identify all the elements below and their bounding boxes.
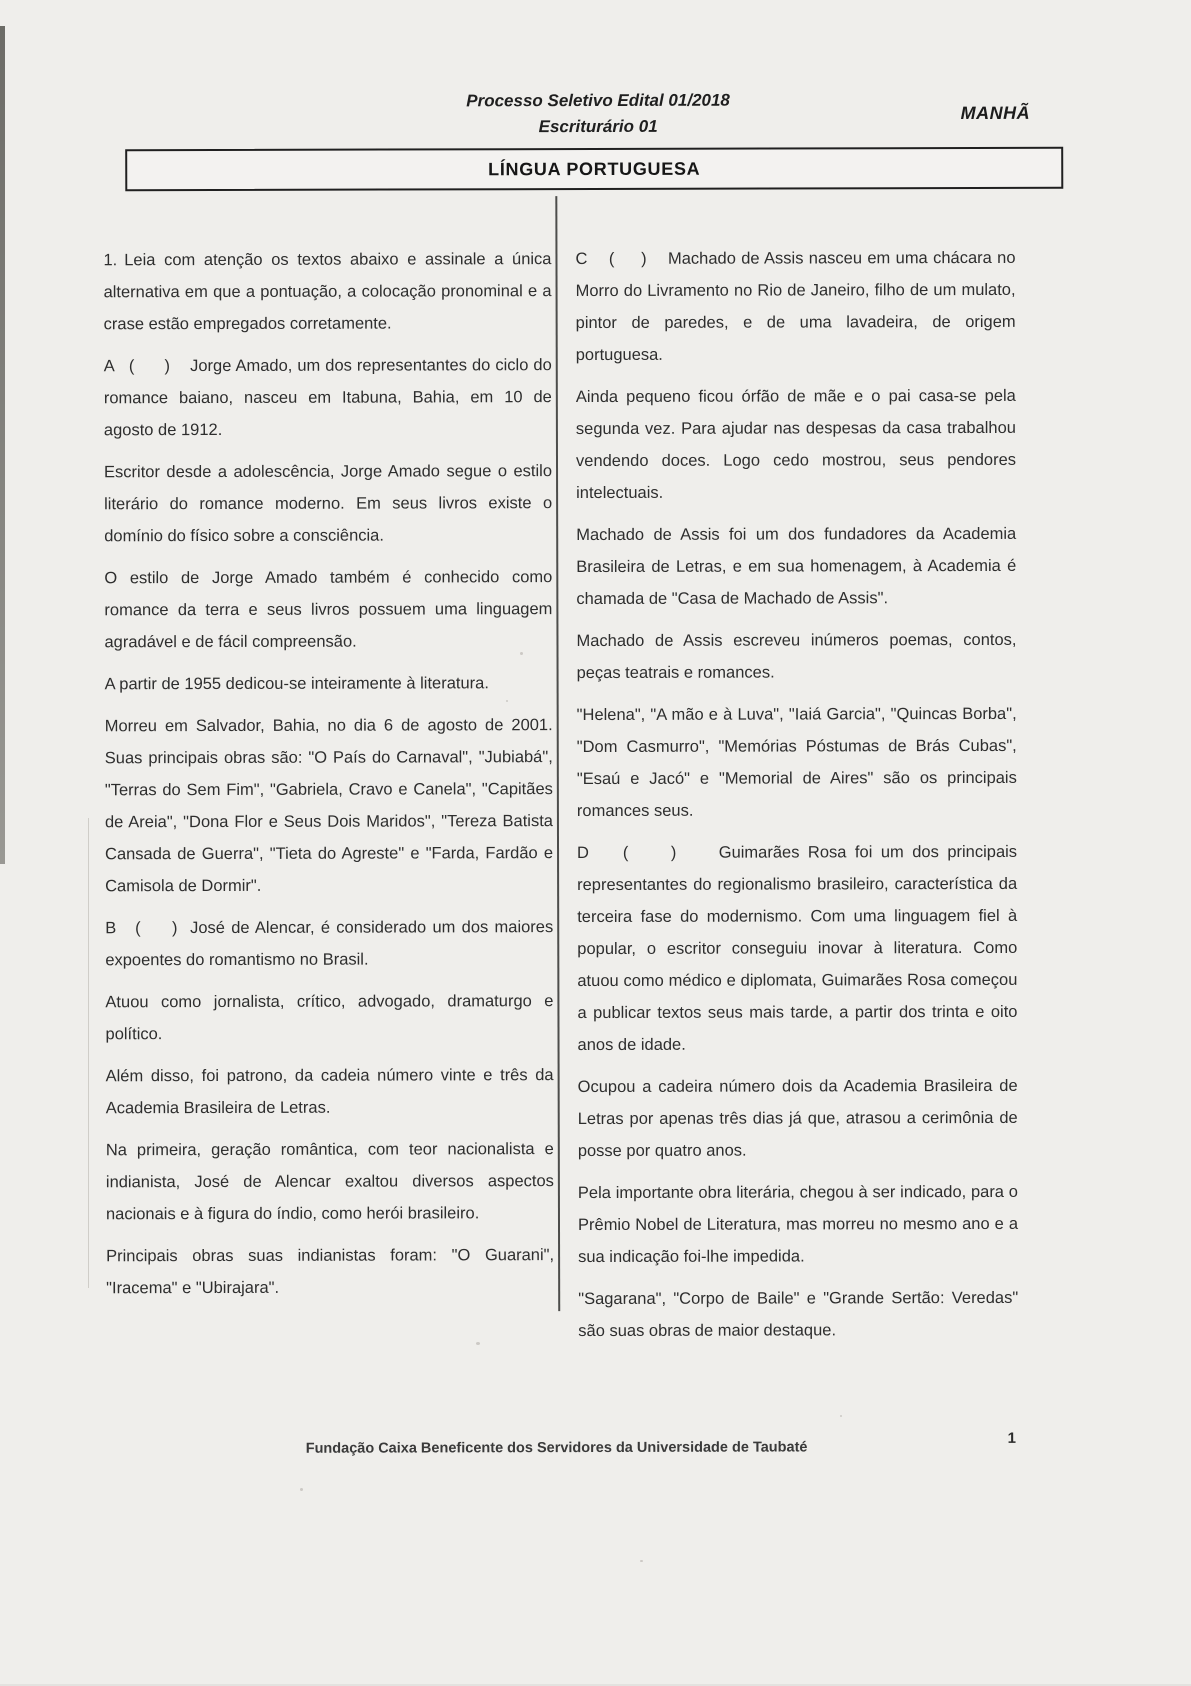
option-a: [104, 349, 552, 446]
option-a-marker: A ( ): [103, 357, 191, 376]
option-a-paragraph: Escritor desde a adolescência, Jorge Amado segue o estilo literário do romance moderno. Em seus livros existe o domínio do físico sobre a consciência.: [104, 462, 553, 546]
option-c-paragraph: Machado de Assis foi um dos fundadores da Academia Brasileira de Letras, e em sua homenagem, à Academia é chamada de "Casa de Machado de Assis".: [576, 524, 1017, 609]
option-c-paragraph: "Helena", "A mão e à Luva", "Iaiá Garcia", "Quincas Borba", "Dom Casmurro", "Memórias Póstumas de Brás Cubas", "Esaú e Jacó" e "Memorial de Aires" são os principais romances seus.: [576, 704, 1017, 821]
exam-shift-label: MANHÃ: [960, 102, 1031, 124]
option-b-marker: B ( ): [105, 919, 191, 938]
exam-title-line1: Processo Seletivo Edital 01/2018: [466, 90, 730, 111]
option-c: [575, 242, 1015, 371]
section-title-box: [125, 147, 1063, 191]
question-text: Leia com atenção os textos abaixo e assinale a única alternativa em que a pontuação, a colocação pronominal e a crase estão empregados corretamente.: [103, 250, 552, 334]
option-b-paragraph: Na primeira, geração romântica, com teor nacionalista e indianista, José de Alencar exaltou diversos aspectos nacionais e à figura do índio, como herói brasileiro.: [105, 1140, 554, 1224]
right-column: [575, 242, 1018, 1357]
two-column-body: [103, 242, 1018, 1358]
question-1-intro: [103, 243, 551, 340]
option-c-paragraph: Ainda pequeno ficou órfão de mãe e o pai casa-se pela segunda vez. Para ajudar nas despesas da casa trabalhou vendendo doces. Logo cedo mostrou, seus pendores intelectuais.: [575, 386, 1017, 503]
option-c-text: Machado de Assis nasceu em uma chácara no Morro do Livramento no Rio de Janeiro, filho de um mulato, pintor de paredes, e de uma lavadeira, de origem portuguesa.: [575, 248, 1016, 365]
option-d-paragraph: Ocupou a cadeira número dois da Academia Brasileira de Letras por apenas três dias já que, atrasou a cerimônia de posse por quatro anos.: [577, 1076, 1018, 1161]
column-gap: [551, 243, 578, 1357]
option-c-marker: C ( ): [575, 249, 669, 269]
page-footer: Fundação Caixa Beneficente dos Servidores da Universidade de Taubaté: [305, 1439, 808, 1457]
option-a-paragraph: A partir de 1955 dedicou-se inteiramente à literatura.: [104, 674, 489, 694]
option-a-paragraph: O estilo de Jorge Amado também é conhecido como romance da terra e seus livros possuem uma linguagem agradável e de fácil compreensão.: [104, 568, 553, 652]
option-b-paragraph: Atuou como jornalista, crítico, advogado, dramaturgo e político.: [105, 992, 554, 1044]
option-b: [105, 911, 553, 976]
option-b-paragraph: Além disso, foi patrono, da cadeia número vinte e três da Academia Brasileira de Letras.: [105, 1066, 554, 1118]
option-b-text: José de Alencar, é considerado um dos maiores expoentes do romantismo no Brasil.: [105, 918, 554, 970]
question-number: 1.: [103, 251, 118, 270]
option-d-marker: D ( ): [577, 843, 719, 863]
option-d: [577, 836, 1018, 1061]
option-d-paragraph: "Sagarana", "Corpo de Baile" e "Grande Sertão: Veredas" são suas obras de maior destaque.: [578, 1288, 1019, 1341]
page-number: 1: [1007, 1429, 1016, 1447]
left-column: [103, 243, 554, 1358]
option-d-paragraph: Pela importante obra literária, chegou à ser indicado, para o Prêmio Nobel de Literatura, mas morreu no mesmo ano e a sua indicação foi-lhe impedida.: [577, 1182, 1019, 1267]
section-title: LÍNGUA PORTUGUESA: [488, 158, 701, 179]
exam-title-line2: Escriturário 01: [538, 116, 658, 136]
option-c-paragraph: Machado de Assis escreveu inúmeros poemas, contos, peças teatrais e romances.: [576, 630, 1017, 683]
option-d-text: Guimarães Rosa foi um dos principais representantes do regionalismo brasileiro, característica da terceira fase do modernismo. Com uma linguagem fiel à popular, o escritor conseguiu inovar à literatura. Como atuou como médico e diplomata, Guimarães Rosa começou a publicar textos seus mais tarde, a partir dos trinta e oito anos de idade.: [577, 842, 1018, 1055]
option-a-paragraph: Morreu em Salvador, Bahia, no dia 6 de agosto de 2001. Suas principais obras são: "O País do Carnaval", "Jubiabá", "Terras do Sem Fim", "Gabriela, Cravo e Canela", "Capitães de Areia", "Dona Flor e Seus Dois Maridos", "Tereza Batista Cansada de Guerra", "Tieta do Agreste" e "Farda, Fardão e Camisola de Dormir".: [104, 716, 554, 896]
option-b-paragraph: Principais obras suas indianistas foram: "O Guarani", "Iracema" e "Ubirajara".: [106, 1246, 555, 1298]
option-a-text: Jorge Amado, um dos representantes do ciclo do romance baiano, nasceu em Itabuna, Bahia, em 10 de agosto de 1912.: [103, 356, 552, 440]
